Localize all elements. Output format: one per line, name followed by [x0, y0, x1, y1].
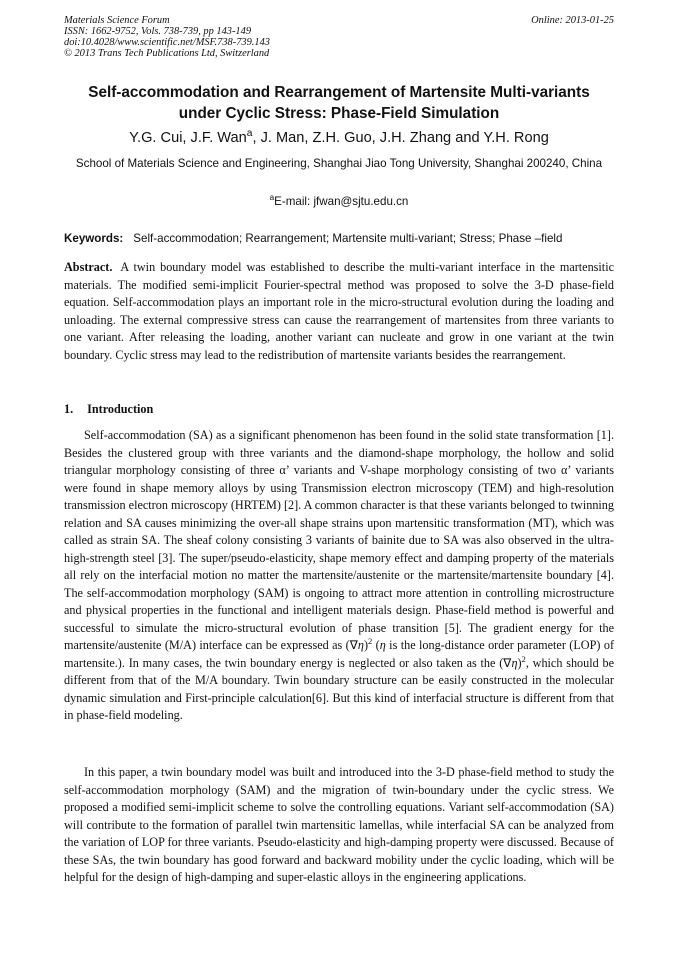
doi-line: doi:10.4028/www.scientific.net/MSF.738-739.143	[64, 37, 270, 48]
keywords-text: Self-accommodation; Rearrangement; Martensite multi-variant; Stress; Phase –field	[133, 232, 563, 245]
email-text: E-mail: jfwan@sjtu.edu.cn	[274, 195, 409, 208]
eta-symbol: η	[511, 655, 518, 670]
author-superscript: a	[246, 128, 253, 140]
p1-text-c: (	[372, 638, 380, 652]
copyright-line: © 2013 Trans Tech Publications Ltd, Switzerland	[64, 48, 270, 59]
p1-text-e: )	[517, 655, 522, 670]
title-line-1: Self-accommodation and Rearrangement of Martensite Multi-variants	[88, 84, 590, 101]
abstract	[64, 259, 614, 364]
keywords-label: Keywords:	[64, 232, 124, 245]
eta-symbol: η	[379, 638, 386, 652]
email-superscript: a	[269, 193, 275, 203]
affiliation: School of Materials Science and Engineering, Shanghai Jiao Tong University, Shanghai 200240, China	[75, 157, 603, 170]
authors-rest: , J. Man, Z.H. Guo, J.H. Zhang and Y.H. Rong	[252, 130, 549, 146]
p1-text-d: is the long-distance order parameter (LOP) of martensite.). In many cases, the twin boundary energy is neglected or also taken as the (∇	[64, 638, 614, 670]
journal-name: Materials Science Forum	[64, 15, 170, 26]
issn-line: ISSN: 1662-9752, Vols. 738-739, pp 143-149	[64, 26, 252, 37]
p1-text-f: , which should be different from that of the M/A boundary. Twin boundary structure can be easily constructed in the molecular dynamic simulation and First-principle calculation[6]. But this kind of interfacial structure is different from that in phase-field modeling.	[64, 655, 615, 722]
journal-header	[64, 15, 270, 59]
author-list	[60, 128, 618, 148]
intro-paragraph-2: In this paper, a twin boundary model was built and introduced into the 3-D phase-field method to study the self-accommodation morphology (SAM) and the migration of twin-boundary under the cyclic stress. We proposed a modified semi-implicit scheme to solve the controlling equations. Variant self-accommodation (SA) will contribute to the formation of parallel twin martensitic lamellas, while interfacial SA can be analyzed from the variation of LOP for three variants. Pseudo-elasticity and high-damping property were discussed. Because of these SAs, the twin boundary has good forward and backward mobility under the cyclic loading, which will be helpful for the design of high-damping and super-elastic alloys in the engineering applications.	[64, 765, 614, 884]
square-superscript: 2	[368, 635, 373, 646]
keywords	[64, 231, 624, 247]
abstract-label: Abstract.	[64, 260, 113, 274]
square-superscript: 2	[521, 653, 526, 664]
p1-text-a: Self-accommodation (SA) as a significant phenomenon has been found in the solid state transformation [1]. Besides the clustered group with three variants and the diamond-shape morphology, the hollow and solid triangular morphology consisting of three α’ variants and V-shape morphology consisting of two α’ variants were found in shape memory alloys by using Transmission electron microscopy (TEM) and high-resolution transmission electron microscopy (HRTEM) [2]. A common character is that these variants belonged to twinning relation and SA causes minimizing the over-all shape strains upon martensitic transformation (MT), which was called as strain SA. The sheaf colony consisting 3 variants of bainite due to SA was also observed in the ultra-high-strength steel [3]. The super/pseudo-elasticity, shape memory effect and damping property of the materials all rely on the interfacial motion no matter the martensite/austenite or the martensite/martensite boundary [4]. The self-accommodation morphology (SAM) is ongoing to attract more attention in controlling microstructure and physical properties in the functional and intelligent materials design. Phase-field method is powerful and successful to simulate the micro-structural evolution of phase transition [5]. The gradient energy for the martensite/austenite (M/A) interface can be expressed as (∇	[64, 428, 614, 652]
abstract-text: A twin boundary model was established to describe the multi-variant interface in the martensitic materials. The modified semi-implicit Fourier-spectral method was proposed to solve the 3-D phase-field equation. Self-accommodation plays an important role in the micro-structural evolution during the loading and unloading. The external compressive stress can cause the rearrangement of martensites from three variants to one variant. After releasing the loading, another variant can nucleate and grow in one variant at the twin boundary. Cyclic stress may lead to the redistribution of martensite variants besides the rearrangement.	[64, 260, 614, 362]
section-title: Introduction	[87, 402, 154, 416]
title-line-2: under Cyclic Stress: Phase-Field Simulation	[178, 105, 500, 122]
email-line	[60, 194, 618, 210]
online-date: Online: 2013-01-25	[531, 15, 614, 26]
intro-paragraph-1	[64, 427, 614, 725]
paper-title	[60, 82, 618, 124]
eta-symbol: η	[357, 638, 364, 652]
section-heading-introduction	[64, 401, 153, 417]
p1-text-b: )	[363, 638, 368, 652]
section-number: 1.	[64, 402, 74, 416]
authors-first: Y.G. Cui, J.F. Wan	[129, 130, 247, 146]
